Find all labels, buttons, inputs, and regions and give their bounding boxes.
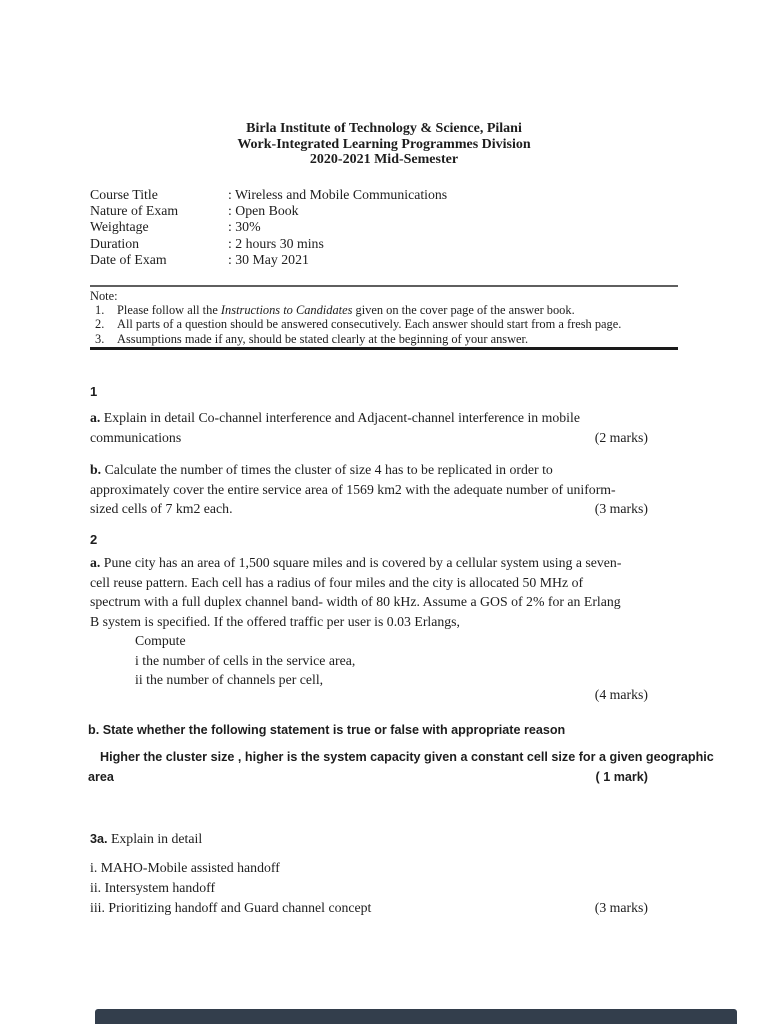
marks-2a: (4 marks) — [594, 687, 648, 702]
question-2b-statement — [88, 748, 714, 788]
question-2a-item-i: i the number of cells in the service area, — [135, 652, 356, 668]
meta-label: Nature of Exam — [90, 203, 179, 219]
institute-name: Birla Institute of Technology & Science, Pilani — [246, 121, 522, 136]
meta-value: : Open Book — [228, 203, 299, 219]
question-3a-item-i: i. MAHO-Mobile assisted handoff — [90, 860, 280, 875]
question-2a-compute: Compute — [135, 633, 186, 648]
question-3a-heading: 3a. Explain in detail — [90, 831, 203, 846]
question-2b-heading: b. State whether the following statement is true or false with appropriate reason — [88, 723, 566, 737]
note-block — [90, 289, 678, 346]
question-2a-line2: cell reuse pattern. Each cell has a radius of four miles and the city is allocated 50 MHz of — [90, 574, 584, 590]
question-2b-line2: area ( 1 mark) — [88, 768, 648, 788]
question-2b-line1: Higher the cluster size , higher is the system capacity given a constant cell size for a given geographic — [100, 750, 714, 764]
meta-label: Duration — [90, 235, 140, 251]
note-title: Note: — [90, 289, 118, 303]
note-item-text: All parts of a question should be answered consecutively. Each answer should start from a fresh page. — [117, 317, 622, 332]
meta-value: : 30 May 2021 — [228, 251, 309, 267]
marks-3a: (3 marks) — [594, 900, 648, 915]
note-item-number: 1. — [95, 303, 105, 318]
question-2a-line1: a. Pune city has an area of 1,500 square miles and is covered by a cellular system using a seven- — [90, 555, 622, 570]
question-1b-line1: b. Calculate the number of times the cluster of size 4 has to be replicated in order to — [90, 462, 553, 477]
note-item-text: Please follow all the Instructions to Candidates given on the cover page of the answer book. — [117, 303, 575, 318]
marks-1b: (3 marks) — [594, 501, 648, 516]
note-item-text: Assumptions made if any, should be stated clearly at the beginning of your answer. — [117, 331, 529, 346]
question-1-number: 1 — [90, 384, 98, 399]
question-1b-line3: sized cells of 7 km2 each. (3 marks) — [90, 499, 648, 519]
divider-thin — [90, 285, 678, 287]
division-name: Work-Integrated Learning Programmes Division — [237, 136, 531, 152]
meta-label: Date of Exam — [90, 251, 167, 267]
meta-row-weightage — [90, 219, 648, 235]
note-item-number: 3. — [95, 331, 105, 346]
meta-row-course-title — [90, 187, 648, 203]
meta-label: Weightage — [90, 219, 149, 235]
italic-phrase: Instructions to Candidates — [220, 303, 353, 318]
meta-row-nature-of-exam — [90, 203, 648, 219]
marks-1a: (2 marks) — [594, 429, 648, 445]
question-2a-lead: a. — [90, 555, 101, 570]
meta-value: : 2 hours 30 mins — [228, 235, 324, 251]
question-2a-item-ii: ii the number of channels per cell, — [135, 672, 324, 687]
question-1b-lead: b. — [90, 462, 102, 477]
question-2a — [90, 553, 648, 690]
document-header — [90, 121, 678, 168]
question-1b-line2: approximately cover the entire service area of 1569 km2 with the adequate number of uniform- — [90, 481, 616, 497]
meta-value: : 30% — [228, 219, 261, 235]
note-item-1 — [90, 303, 678, 317]
meta-value: : Wireless and Mobile Communications — [228, 187, 448, 202]
meta-row-date-of-exam — [90, 252, 648, 268]
question-1a-line2: communications (2 marks) — [90, 428, 648, 448]
question-3a-lead: 3a. — [90, 832, 108, 846]
course-meta — [90, 187, 648, 268]
viewer-bottom-bar[interactable] — [95, 1009, 737, 1024]
meta-label: Course Title — [90, 187, 158, 202]
question-1a-line1: a. Explain in detail Co-channel interference and Adjacent-channel interference in mobile — [90, 410, 580, 425]
question-2a-line3: spectrum with a full duplex channel band- width of 80 kHz. Assume a GOS of 2% for an Erlang — [90, 594, 621, 609]
note-item-2 — [90, 317, 678, 331]
meta-row-duration — [90, 236, 648, 252]
question-1a-lead: a. — [90, 410, 101, 425]
question-3a-item-ii: ii. Intersystem handoff — [90, 880, 216, 895]
question-2-number: 2 — [90, 532, 98, 547]
question-3a-item-iii: iii. Prioritizing handoff and Guard channel concept (3 marks) — [90, 898, 648, 918]
question-3a-items — [90, 858, 648, 918]
question-1a — [90, 408, 648, 447]
note-item-number: 2. — [95, 317, 105, 332]
marks-2b: ( 1 mark) — [595, 769, 648, 784]
note-item-3 — [90, 332, 678, 346]
semester-title: 2020-2021 Mid-Semester — [309, 152, 459, 168]
question-1b — [90, 460, 648, 519]
divider-thick — [90, 347, 678, 350]
question-2a-line4: B system is specified. If the offered traffic per user is 0.03 Erlangs, — [90, 613, 460, 629]
